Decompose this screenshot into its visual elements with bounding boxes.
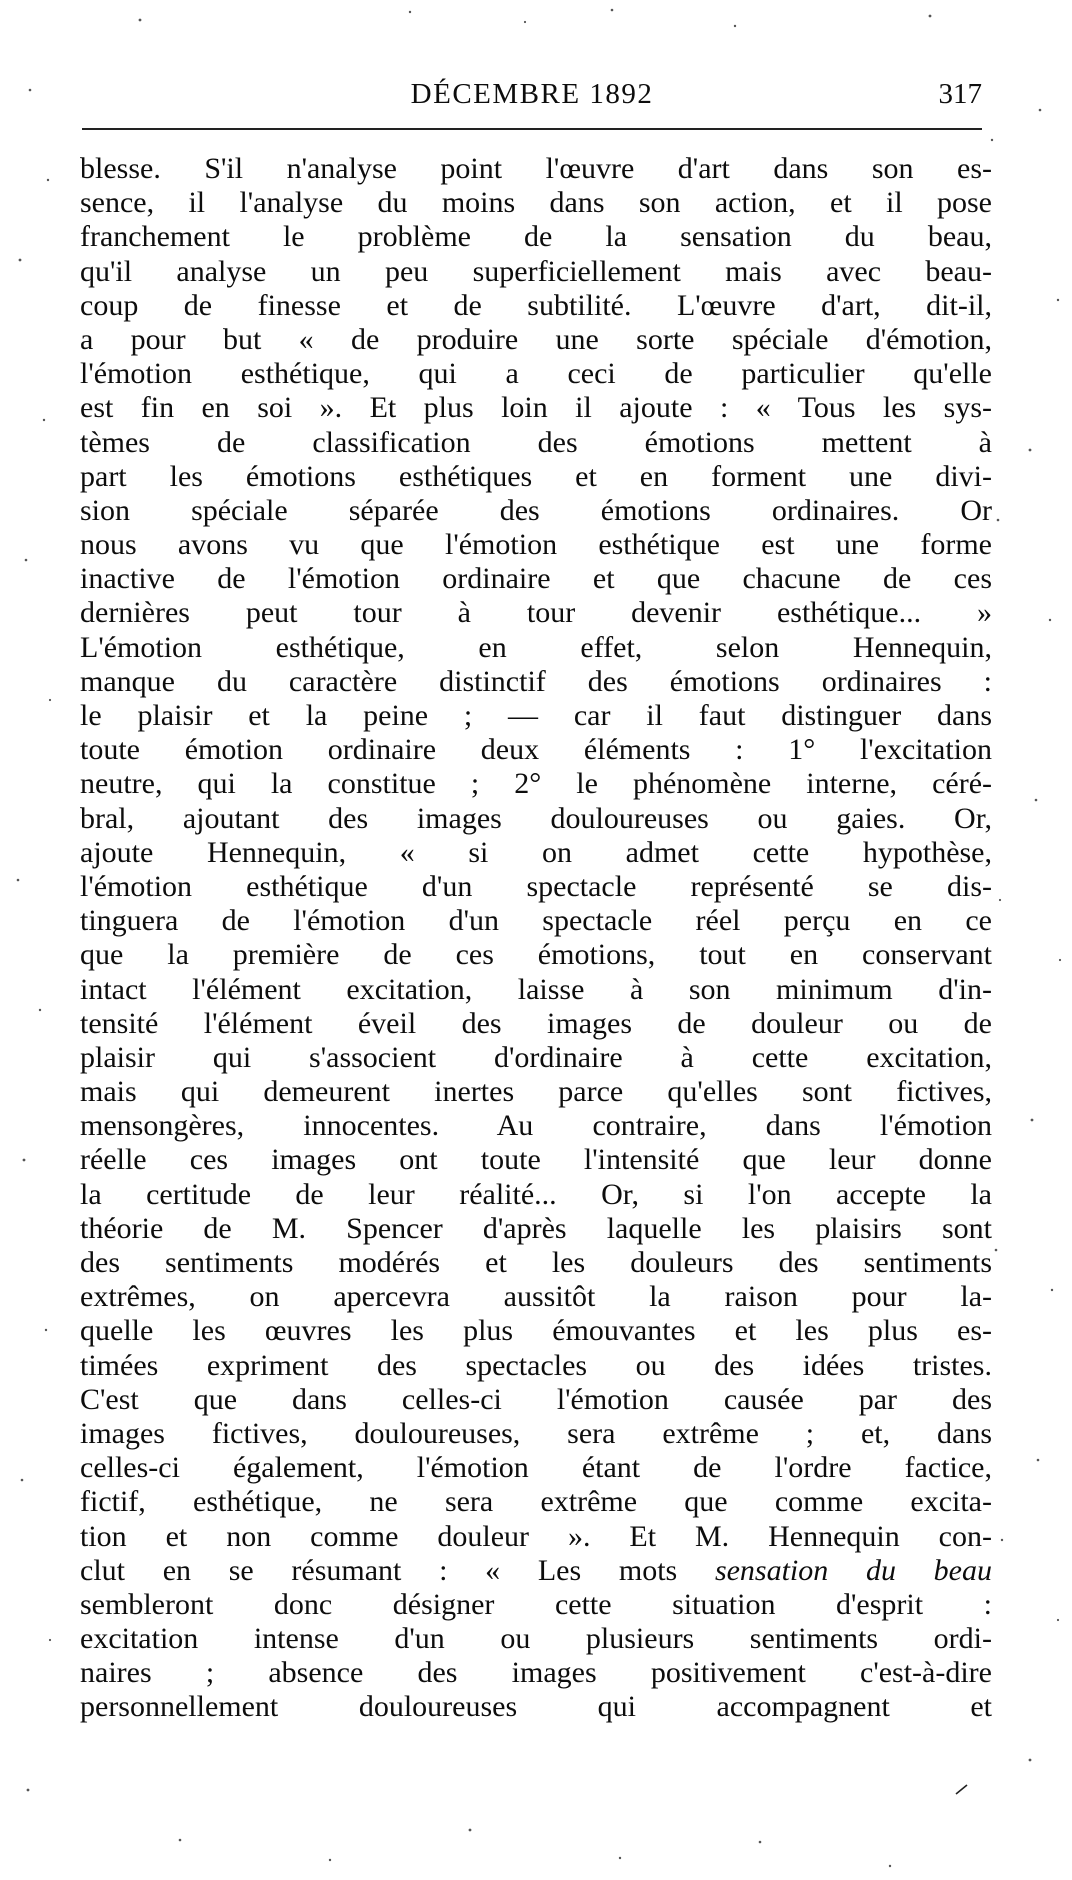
text-line: tèmes de classification des émotions mettent à bbox=[80, 425, 992, 459]
page-number: 317 bbox=[938, 78, 982, 110]
text-line: neutre, qui la constitue ; 2° le phénomène interne, céré- bbox=[80, 767, 992, 801]
text-line: part les émotions esthétiques et en forment une divi- bbox=[80, 459, 992, 493]
text-line: tinguera de l'émotion d'un spectacle réel perçu en ce bbox=[80, 904, 992, 938]
text-line: inactive de l'émotion ordinaire et que chacune de ces bbox=[80, 562, 992, 596]
text-line: a pour but « de produire une sorte spéciale d'émotion, bbox=[80, 322, 992, 356]
text-line: tensité l'élément éveil des images de douleur ou de bbox=[80, 1006, 992, 1040]
text-line: théorie de M. Spencer d'après laquelle les plaisirs sont bbox=[80, 1211, 992, 1245]
text-line: sembleront donc désigner cette situation d'esprit : bbox=[80, 1587, 992, 1621]
text-line: des sentiments modérés et les douleurs des sentiments bbox=[80, 1246, 992, 1279]
text-line: extrêmes, on apercevra aussitôt la raison pour la- bbox=[80, 1280, 992, 1314]
text-line: nous avons vu que l'émotion esthétique est une forme bbox=[80, 528, 992, 562]
text-line: manque du caractère distinctif des émotions ordinaires : bbox=[80, 664, 992, 698]
text-line: quelle les œuvres les plus émouvantes et les plus es- bbox=[80, 1314, 992, 1348]
text-line: L'émotion esthétique, en effet, selon Hennequin, bbox=[80, 630, 992, 664]
text-line: l'émotion esthétique d'un spectacle représenté se dis- bbox=[80, 869, 992, 903]
text-line: personnellement douloureuses qui accompagnent et bbox=[80, 1690, 992, 1724]
text-line: franchement le problème de la sensation du beau, bbox=[80, 220, 992, 254]
page-header bbox=[82, 74, 982, 122]
text-line: blesse. S'il n'analyse point l'œuvre d'art dans son es- bbox=[80, 152, 992, 185]
text-line: sion spéciale séparée des émotions ordinaires. Or bbox=[80, 493, 992, 527]
text-line: ajoute Hennequin, « si on admet cette hypothèse, bbox=[80, 835, 992, 869]
text-line: toute émotion ordinaire deux éléments : 1° l'excitation bbox=[80, 733, 992, 767]
ink-mark bbox=[955, 1782, 969, 1796]
text-line: bral, ajoutant des images douloureuses ou gaies. Or, bbox=[80, 801, 992, 835]
text-line: que la première de ces émotions, tout en conservant bbox=[80, 938, 992, 972]
text-line: réelle ces images ont toute l'intensité que leur donne bbox=[80, 1143, 992, 1177]
header-rule bbox=[82, 128, 982, 130]
text-line: est fin en soi ». Et plus loin il ajoute : « Tous les sys- bbox=[80, 391, 992, 425]
text-line: mais qui demeurent inertes parce qu'elles sont fictives, bbox=[80, 1075, 992, 1109]
text-line: plaisir qui s'associent d'ordinaire à cette excitation, bbox=[80, 1040, 992, 1074]
body-text bbox=[80, 152, 992, 1725]
text-line: le plaisir et la peine ; — car il faut distinguer dans bbox=[80, 699, 992, 732]
text-line: dernières peut tour à tour devenir esthétique... » bbox=[80, 596, 992, 630]
text-line-lead: clut en se résumant : « Les mots bbox=[80, 1553, 678, 1587]
text-line: mensongères, innocentes. Au contraire, dans l'émotion bbox=[80, 1109, 992, 1143]
text-line: fictif, esthétique, ne sera extrême que comme excita- bbox=[80, 1485, 992, 1519]
text-line: naires ; absence des images positivement c'est-à-dire bbox=[80, 1656, 992, 1690]
text-line: C'est que dans celles-ci l'émotion causée par des bbox=[80, 1382, 992, 1416]
running-title: DÉCEMBRE 1892 bbox=[410, 78, 654, 110]
text-line: images fictives, douloureuses, sera extrême ; et, dans bbox=[80, 1416, 992, 1450]
text-line: excitation intense d'un ou plusieurs sentiments ordi- bbox=[80, 1622, 992, 1656]
text-line: la certitude de leur réalité... Or, si l'on accepte la bbox=[80, 1177, 992, 1211]
text-line: qu'il analyse un peu superficiellement mais avec beau- bbox=[80, 254, 992, 288]
text-line: coup de finesse et de subtilité. L'œuvre d'art, dit-il, bbox=[80, 288, 992, 322]
text-line: celles-ci également, l'émotion étant de l'ordre factice, bbox=[80, 1451, 992, 1485]
text-line: timées expriment des spectacles ou des idées tristes. bbox=[80, 1348, 992, 1382]
text-line: intact l'élément excitation, laisse à son minimum d'in- bbox=[80, 972, 992, 1006]
text-line: sence, il l'analyse du moins dans son action, et il pose bbox=[80, 186, 992, 220]
text-line: tion et non comme douleur ». Et M. Hennequin con- bbox=[80, 1519, 992, 1553]
text-line-with-italic bbox=[80, 1554, 992, 1588]
text-line: l'émotion esthétique, qui a ceci de particulier qu'elle bbox=[80, 357, 992, 391]
italic-phrase: sensation du beau bbox=[714, 1553, 993, 1587]
